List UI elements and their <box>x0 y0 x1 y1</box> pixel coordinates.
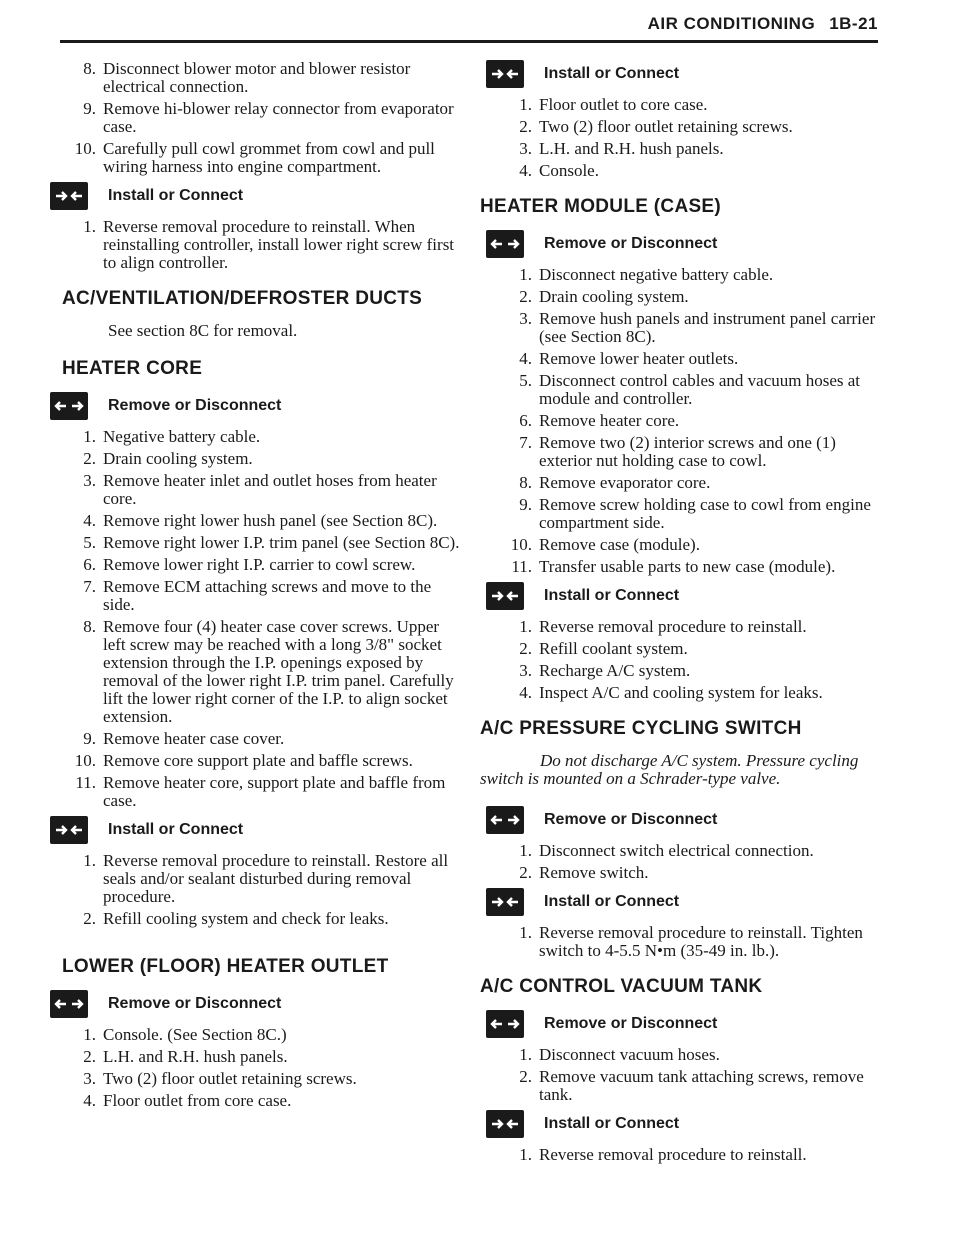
step-text: Remove right lower I.P. trim panel (see Section 8C). <box>103 533 460 552</box>
step-number: 11. <box>511 557 532 576</box>
switch-caution-note: Do not discharge A/C system. Pressure cycling switch is mounted on a Schrader-type valve. <box>480 751 859 788</box>
right-list-g <box>480 1146 880 1164</box>
step-text: Remove hi-blower relay connector from evaporator case. <box>103 99 454 136</box>
step-text: Disconnect negative battery cable. <box>539 265 774 284</box>
list-item <box>480 474 880 492</box>
list-item <box>480 96 880 114</box>
step-number: 6. <box>83 555 96 574</box>
step-number: 7. <box>519 433 532 452</box>
step-number: 1. <box>519 265 532 284</box>
list-item <box>480 924 880 960</box>
list-item <box>480 162 880 180</box>
install-or-connect-heading: Install or Connect <box>486 582 880 610</box>
step-text: Console. (See Section 8C.) <box>103 1025 287 1044</box>
step-number: 11. <box>75 773 96 792</box>
install-connect-icon <box>50 816 88 844</box>
step-number: 8. <box>83 59 96 78</box>
left-list-a <box>44 60 464 176</box>
list-item <box>480 1068 880 1104</box>
list-item <box>44 100 464 136</box>
step-number: 10. <box>74 139 96 158</box>
section-heading-heater-module: HEATER MODULE (CASE) <box>480 196 722 217</box>
list-item <box>44 774 464 810</box>
list-item <box>480 372 880 408</box>
step-text: Remove hush panels and instrument panel carrier (see Section 8C). <box>539 309 876 346</box>
list-item <box>44 556 464 574</box>
ducts-note: See section 8C for removal. <box>108 321 298 340</box>
list-item <box>44 1048 464 1066</box>
step-text: Remove four (4) heater case cover screws. Upper left screw may be reached with a long 3/8" socket extension through the I.P. openings exposed by removal of the lower right I.P. trim panel. Carefully lift the lower right corner of the I.P. to align socket extension. <box>103 617 454 726</box>
step-number: 10. <box>74 751 96 770</box>
install-connect-icon <box>486 60 524 88</box>
right-list-f <box>480 1046 880 1104</box>
list-item <box>44 450 464 468</box>
install-connect-icon <box>486 582 524 610</box>
step-text: Remove heater core. <box>539 411 680 430</box>
list-item <box>44 512 464 530</box>
list-item <box>480 140 880 158</box>
step-text: Console. <box>539 161 599 180</box>
remove-disconnect-icon <box>50 392 88 420</box>
list-item <box>480 310 880 346</box>
step-text: Floor outlet from core case. <box>103 1091 292 1110</box>
step-text: Remove screw holding case to cowl from engine compartment side. <box>539 495 871 532</box>
step-number: 5. <box>519 371 532 390</box>
step-text: Transfer usable parts to new case (module). <box>539 557 836 576</box>
section-heading-pressure-switch: A/C PRESSURE CYCLING SWITCH <box>480 718 802 739</box>
step-number: 3. <box>83 1069 96 1088</box>
step-number: 3. <box>83 471 96 490</box>
step-text: Carefully pull cowl grommet from cowl and pull wiring harness into engine compartment. <box>103 139 435 176</box>
step-number: 3. <box>519 139 532 158</box>
step-number: 2. <box>519 639 532 658</box>
step-number: 1. <box>519 617 532 636</box>
left-list-b <box>44 218 464 272</box>
step-text: Remove vacuum tank attaching screws, remove tank. <box>539 1067 864 1104</box>
remove-disconnect-icon <box>486 230 524 258</box>
step-text: Disconnect blower motor and blower resistor electrical connection. <box>103 59 411 96</box>
list-item <box>480 434 880 470</box>
step-text: Refill cooling system and check for leaks. <box>103 909 389 928</box>
right-list-a <box>480 96 880 180</box>
page-number: 1B-21 <box>829 14 878 33</box>
list-item <box>44 618 464 726</box>
step-text: Reverse removal procedure to reinstall. Tighten switch to 4-5.5 N•m (35-49 in. lb.). <box>539 923 863 960</box>
install-or-connect-heading: Install or Connect <box>486 888 880 916</box>
step-text: Negative battery cable. <box>103 427 261 446</box>
section-heading-heater-core: HEATER CORE <box>62 358 203 379</box>
step-number: 1. <box>519 841 532 860</box>
list-item <box>480 412 880 430</box>
step-text: Remove case (module). <box>539 535 700 554</box>
step-text: Remove evaporator core. <box>539 473 711 492</box>
page-header <box>648 14 878 34</box>
list-item <box>480 536 880 554</box>
step-text: L.H. and R.H. hush panels. <box>539 139 724 158</box>
list-item <box>480 684 880 702</box>
right-list-c <box>480 618 880 702</box>
remove-disconnect-icon <box>50 990 88 1018</box>
step-text: Reverse removal procedure to reinstall. <box>539 617 807 636</box>
step-text: Two (2) floor outlet retaining screws. <box>103 1069 357 1088</box>
list-item <box>44 910 464 928</box>
list-item <box>44 1092 464 1110</box>
remove-disconnect-icon <box>486 1010 524 1038</box>
step-number: 1. <box>83 217 96 236</box>
step-number: 1. <box>519 1045 532 1064</box>
list-item <box>44 578 464 614</box>
right-list-e <box>480 924 880 960</box>
list-item <box>480 864 880 882</box>
step-number: 2. <box>83 1047 96 1066</box>
step-text: Disconnect switch electrical connection. <box>539 841 814 860</box>
step-number: 1. <box>83 851 96 870</box>
step-text: Remove two (2) interior screws and one (1) exterior nut holding case to cowl. <box>539 433 836 470</box>
step-text: Remove heater core, support plate and baffle from case. <box>103 773 446 810</box>
list-item <box>44 1026 464 1044</box>
step-number: 2. <box>519 117 532 136</box>
step-text: Floor outlet to core case. <box>539 95 708 114</box>
list-item <box>480 496 880 532</box>
step-text: Inspect A/C and cooling system for leaks. <box>539 683 823 702</box>
step-text: Remove ECM attaching screws and move to the side. <box>103 577 432 614</box>
step-number: 4. <box>519 683 532 702</box>
step-number: 6. <box>519 411 532 430</box>
step-text: Drain cooling system. <box>539 287 689 306</box>
right-list-d <box>480 842 880 882</box>
install-or-connect-heading: Install or Connect <box>50 816 464 844</box>
step-text: Disconnect control cables and vacuum hoses at module and controller. <box>539 371 861 408</box>
section-heading-ducts: AC/VENTILATION/DEFROSTER DUCTS <box>62 288 423 309</box>
list-item <box>480 1046 880 1064</box>
list-item <box>44 472 464 508</box>
step-number: 4. <box>83 511 96 530</box>
step-number: 10. <box>510 535 532 554</box>
install-or-connect-heading: Install or Connect <box>486 1110 880 1138</box>
step-text: Refill coolant system. <box>539 639 688 658</box>
step-number: 4. <box>519 161 532 180</box>
left-column <box>44 60 464 1114</box>
list-item <box>480 1146 880 1164</box>
step-text: Remove heater case cover. <box>103 729 285 748</box>
list-item <box>480 288 880 306</box>
install-connect-icon <box>486 888 524 916</box>
install-or-connect-heading: Install or Connect <box>50 182 464 210</box>
step-number: 1. <box>519 923 532 942</box>
step-text: L.H. and R.H. hush panels. <box>103 1047 288 1066</box>
step-number: 2. <box>83 909 96 928</box>
step-number: 3. <box>519 309 532 328</box>
list-item <box>44 60 464 96</box>
install-connect-icon <box>50 182 88 210</box>
remove-or-disconnect-heading: Remove or Disconnect <box>50 392 464 420</box>
step-number: 2. <box>83 449 96 468</box>
step-number: 9. <box>519 495 532 514</box>
step-number: 9. <box>83 729 96 748</box>
list-item <box>44 428 464 446</box>
step-number: 9. <box>83 99 96 118</box>
step-number: 8. <box>83 617 96 636</box>
list-item <box>44 218 464 272</box>
list-item <box>480 618 880 636</box>
step-text: Reverse removal procedure to reinstall. When reinstalling controller, install lower right screw first to align controller. <box>103 217 455 272</box>
left-list-e <box>44 1026 464 1110</box>
list-item <box>44 534 464 552</box>
step-text: Remove lower right I.P. carrier to cowl screw. <box>103 555 416 574</box>
remove-or-disconnect-heading: Remove or Disconnect <box>486 230 880 258</box>
step-number: 7. <box>83 577 96 596</box>
list-item <box>480 118 880 136</box>
list-item <box>44 730 464 748</box>
section-heading-lower-outlet: LOWER (FLOOR) HEATER OUTLET <box>62 956 389 977</box>
step-text: Disconnect vacuum hoses. <box>539 1045 720 1064</box>
left-list-d <box>44 852 464 928</box>
list-item <box>480 266 880 284</box>
step-number: 1. <box>519 95 532 114</box>
remove-disconnect-icon <box>486 806 524 834</box>
header-rule <box>60 40 878 43</box>
install-connect-icon <box>486 1110 524 1138</box>
list-item <box>480 640 880 658</box>
step-number: 2. <box>519 863 532 882</box>
right-list-b <box>480 266 880 576</box>
step-text: Recharge A/C system. <box>539 661 691 680</box>
step-number: 3. <box>519 661 532 680</box>
step-text: Reverse removal procedure to reinstall. Restore all seals and/or sealant disturbed during removal procedure. <box>103 851 449 906</box>
left-list-c <box>44 428 464 810</box>
list-item <box>44 140 464 176</box>
step-number: 4. <box>519 349 532 368</box>
step-number: 4. <box>83 1091 96 1110</box>
list-item <box>480 662 880 680</box>
list-item <box>480 842 880 860</box>
remove-or-disconnect-heading: Remove or Disconnect <box>486 1010 880 1038</box>
step-text: Remove lower heater outlets. <box>539 349 739 368</box>
step-number: 1. <box>83 1025 96 1044</box>
list-item <box>480 558 880 576</box>
header-title: AIR CONDITIONING <box>647 14 816 33</box>
remove-or-disconnect-heading: Remove or Disconnect <box>486 806 880 834</box>
step-number: 1. <box>83 427 96 446</box>
step-number: 2. <box>519 1067 532 1086</box>
install-or-connect-heading: Install or Connect <box>486 60 880 88</box>
step-text: Reverse removal procedure to reinstall. <box>539 1145 807 1164</box>
list-item <box>44 1070 464 1088</box>
right-column <box>480 60 880 1168</box>
step-number: 8. <box>519 473 532 492</box>
list-item <box>44 852 464 906</box>
step-text: Remove heater inlet and outlet hoses from heater core. <box>103 471 437 508</box>
step-number: 2. <box>519 287 532 306</box>
step-number: 1. <box>519 1145 532 1164</box>
section-heading-vacuum-tank: A/C CONTROL VACUUM TANK <box>480 976 763 997</box>
remove-or-disconnect-heading: Remove or Disconnect <box>50 990 464 1018</box>
step-text: Remove right lower hush panel (see Section 8C). <box>103 511 438 530</box>
step-text: Two (2) floor outlet retaining screws. <box>539 117 793 136</box>
step-text: Remove core support plate and baffle screws. <box>103 751 413 770</box>
list-item <box>480 350 880 368</box>
list-item <box>44 752 464 770</box>
step-text: Remove switch. <box>539 863 649 882</box>
step-number: 5. <box>83 533 96 552</box>
step-text: Drain cooling system. <box>103 449 253 468</box>
